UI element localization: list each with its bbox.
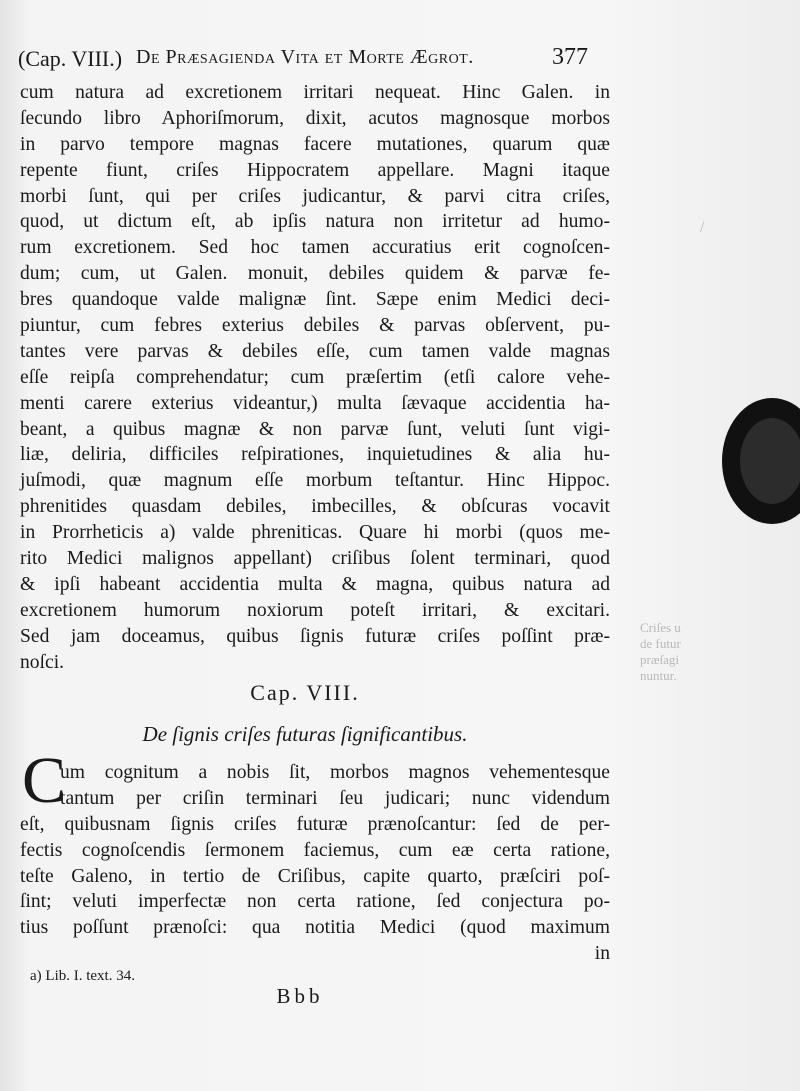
footnote: a) Lib. I. text. 34. (30, 968, 135, 984)
text-line: piuntur, cum febres exterius debiles & parvas obſervent, pu- (20, 315, 610, 337)
text-line: ſecundo libro Aphoriſmorum, dixit, acutos magnosque morbos (20, 107, 610, 129)
text-line: menti carere exterius videantur,) multa ſævaque accidentia ha- (20, 392, 610, 414)
chapter-reference: (Cap. VIII.) (18, 46, 123, 71)
text-line: tantes vere parvas & debiles eſſe, cum tamen valde magnas (20, 340, 610, 362)
text-line: bres quandoque valde malignæ ſint. Sæpe enim Medici deci- (20, 289, 610, 311)
running-header (18, 40, 598, 80)
text-line: excretionem humorum noxiorum poteſt irritari, & excitari. (20, 599, 610, 621)
running-title: De Præsagienda Vita et Morte Ægrot. (136, 46, 474, 68)
signature-mark: Bbb (276, 984, 324, 1008)
text-line: morbi ſunt, qui per criſes judicantur, & parvi citra criſes, (20, 185, 610, 207)
text-line: eſt, quibusnam ſignis criſes futuræ prænoſcantur: ſed de per- (20, 813, 610, 835)
drop-capital: C (22, 744, 67, 817)
text-line: um cognitum a nobis ſit, morbos magnos vehementesque (60, 762, 610, 783)
text-line: in parvo tempore magnas facere mutationes, quarum quæ (20, 133, 610, 155)
bleed-through-mark: / (700, 219, 705, 236)
paragraph-1 (20, 80, 610, 675)
text-line: phrenitides quasdam debiles, imbecilles, & obſcuras vocavit (20, 496, 610, 518)
text-line: teſte Galeno, in tertio de Criſibus, capite quarto, præſciri poſ- (20, 865, 610, 887)
text-line: tantum per criſin terminari ſeu judicari; nunc videndum (60, 787, 610, 809)
text-line: ſint; veluti imperfectæ non certa ratione, ſed conjectura po- (20, 891, 610, 913)
text-line: noſci. (20, 651, 65, 673)
text-line: fectis cognoſcendis ſermonem faciemus, cum eæ certa ratione, (20, 839, 610, 861)
text-line: eſſe reipſa comprehendatur; cum præſertim (etſi calore vehe- (20, 366, 610, 388)
text-line: rito Medici malignos appellant) criſibus ſolent terminari, quod (20, 548, 610, 570)
text-line: in (594, 943, 610, 965)
text-line: & ipſi habeant accidentia multa & magna, quibus natura ad (20, 573, 610, 595)
text-line: in Prorrheticis a) valde phreniticas. Quare hi morbi (quos me- (20, 522, 610, 544)
text-line: beant, a quibus magnæ & non parvæ ſunt, veluti ſunt vigi- (20, 418, 610, 440)
text-line: liæ, deliria, difficiles reſpirationes, inquietudines & alia hu- (20, 444, 610, 466)
chapter-subtitle: De ſignis criſes futuras ſignificantibus. (142, 722, 468, 746)
text-line: Sed jam doceamus, quibus ſignis futuræ criſes poſſint præ- (20, 625, 610, 647)
text-line: juſmodi, quæ magnum eſſe morbum teſtantur. Hinc Hippoc. (20, 470, 610, 492)
text-line: repente fiunt, criſes Hippocratem appellare. Magni itaque (20, 159, 610, 181)
library-stamp-icon (722, 398, 800, 524)
page-number: 377 (552, 44, 588, 70)
bleed-through-margin-note: Criſes u de futur præſagi nuntur. (640, 620, 681, 683)
text-line: quod, ut dictum eſt, ab ipſis natura non irritetur ad humo- (20, 211, 610, 233)
text-line: rum excretionem. Sed hoc tamen accuratius erit cognoſcen- (20, 237, 610, 259)
chapter-heading: Cap. VIII. (250, 680, 360, 705)
paragraph-2 (20, 760, 610, 967)
text-line: tius poſſunt prænoſci: qua notitia Medici (quod maximum (20, 917, 610, 939)
text-line: dum; cum, ut Galen. monuit, debiles quidem & parvæ fe- (20, 263, 610, 285)
text-line: cum natura ad excretionem irritari nequeat. Hinc Galen. in (20, 82, 610, 103)
